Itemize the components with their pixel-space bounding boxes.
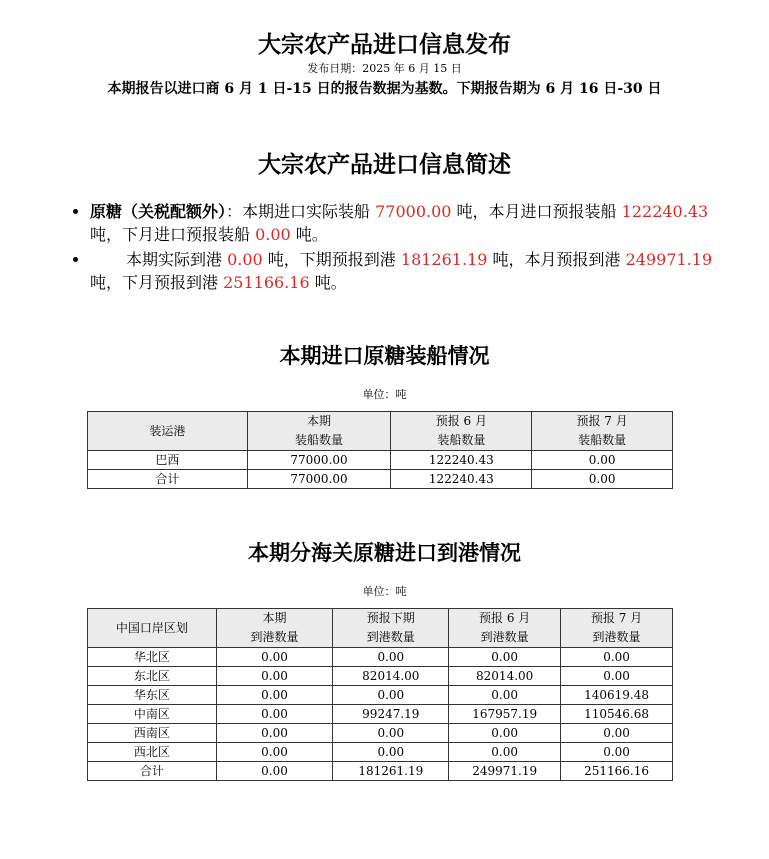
table-row [88, 686, 673, 705]
table-cell: 0.00 [561, 724, 673, 743]
column-header-line: 预报 6 月 [479, 611, 531, 625]
summary-text: 吨，下月进口预报装船 [90, 225, 256, 244]
summary-value: 251166.16 [223, 273, 310, 292]
table-cell: 0.00 [561, 648, 673, 667]
summary-title: 大宗农产品进口信息简述 [258, 151, 511, 178]
table-cell: 0.00 [216, 762, 333, 781]
shipping-unit: 单位：吨 [362, 388, 407, 401]
table-row [88, 648, 673, 667]
table-cell: 249971.19 [449, 762, 561, 781]
table-cell: 0.00 [216, 686, 333, 705]
column-header [216, 609, 333, 648]
report-period-notice: 本期报告以进口商 6 月 1 日-15 日的报告数据为基数。下期报告期为 6 月 16 日-30 日 [107, 81, 662, 97]
table-cell: 0.00 [449, 686, 561, 705]
table-cell: 华东区 [88, 686, 217, 705]
column-header [391, 412, 532, 451]
table-row [88, 705, 673, 724]
table-cell: 西南区 [88, 724, 217, 743]
column-header-line: 装船数量 [295, 433, 344, 447]
summary-value: 0.00 [227, 250, 263, 269]
column-header [333, 609, 449, 648]
summary-text: 吨，本月进口预报装船 [451, 202, 622, 221]
summary-value: 249971.19 [625, 250, 713, 269]
summary-value: 0.00 [255, 225, 291, 244]
table-cell: 合计 [88, 762, 217, 781]
column-header [88, 609, 217, 648]
column-header-line: 中国口岸区划 [115, 620, 188, 635]
table-cell: 0.00 [333, 724, 449, 743]
table-cell: 西北区 [88, 743, 217, 762]
table-row [88, 451, 673, 470]
publish-date: 发布日期：2025 年 6 月 15 日 [307, 62, 462, 75]
table-cell: 0.00 [333, 648, 449, 667]
column-header-line: 到港数量 [250, 630, 299, 644]
table-row [88, 667, 673, 686]
table-cell: 东北区 [88, 667, 217, 686]
table-cell: 0.00 [216, 705, 333, 724]
table-cell: 82014.00 [333, 667, 449, 686]
table-cell: 中南区 [88, 705, 217, 724]
table-cell: 0.00 [333, 743, 449, 762]
summary-item-shipping [90, 200, 730, 246]
table-header-row [88, 412, 673, 451]
table-cell: 0.00 [333, 686, 449, 705]
table-cell: 110546.68 [561, 705, 673, 724]
column-header [247, 412, 391, 451]
table-cell: 0.00 [216, 743, 333, 762]
summary-value: 122240.43 [621, 202, 709, 221]
column-header-line: 装船数量 [578, 433, 627, 447]
arrival-section-title: 本期分海关原糖进口到港情况 [248, 540, 521, 565]
arrival-unit: 单位：吨 [362, 585, 407, 598]
shipping-section-title: 本期进口原糖装船情况 [279, 343, 490, 368]
table-cell: 77000.00 [247, 470, 391, 489]
summary-text: 本期进口实际装船 [242, 202, 376, 221]
table-cell: 82014.00 [449, 667, 561, 686]
label-separator: ： [226, 202, 243, 221]
summary-value: 77000.00 [375, 202, 452, 221]
column-header-line: 本期 [307, 414, 332, 428]
column-header [449, 609, 561, 648]
summary-text: 吨，本月预报到港 [487, 250, 626, 269]
summary-text: 吨。 [290, 225, 328, 244]
column-header-line: 预报 6 月 [435, 414, 487, 428]
column-header-line: 到港数量 [366, 630, 415, 644]
column-header [88, 412, 248, 451]
column-header-line: 装运港 [149, 423, 186, 438]
table-cell: 251166.16 [561, 762, 673, 781]
summary-text: 本期实际到港 [126, 250, 228, 269]
table-cell: 0.00 [561, 667, 673, 686]
column-header-line: 预报 7 月 [576, 414, 628, 428]
column-header [561, 609, 673, 648]
summary-list [60, 200, 730, 296]
table-cell: 0.00 [532, 451, 673, 470]
table-row [88, 743, 673, 762]
commodity-label: 原糖（关税配额外） [90, 202, 227, 221]
column-header-line: 预报下期 [366, 611, 415, 625]
summary-text: 吨。 [309, 273, 347, 292]
table-cell: 巴西 [88, 451, 248, 470]
summary-text: 吨，下月预报到港 [90, 273, 224, 292]
table-cell: 0.00 [216, 648, 333, 667]
table-cell: 77000.00 [247, 451, 391, 470]
summary-text: 吨，下期预报到港 [262, 250, 401, 269]
table-cell: 181261.19 [333, 762, 449, 781]
column-header-line: 本期 [262, 611, 287, 625]
column-header [532, 412, 673, 451]
table-row [88, 762, 673, 781]
table-cell: 0.00 [449, 743, 561, 762]
shipping-table [87, 411, 673, 489]
summary-item-arrival [90, 248, 730, 294]
column-header-line: 到港数量 [592, 630, 641, 644]
table-cell: 140619.48 [561, 686, 673, 705]
table-cell: 167957.19 [449, 705, 561, 724]
summary-value: 181261.19 [400, 250, 488, 269]
arrival-table [87, 608, 673, 781]
column-header-line: 装船数量 [437, 433, 486, 447]
table-cell: 0.00 [561, 743, 673, 762]
page-title: 大宗农产品进口信息发布 [258, 31, 511, 58]
table-cell: 华北区 [88, 648, 217, 667]
table-cell: 0.00 [449, 724, 561, 743]
table-cell: 122240.43 [391, 451, 532, 470]
table-row [88, 724, 673, 743]
column-header-line: 预报 7 月 [590, 611, 643, 625]
table-row [88, 470, 673, 489]
table-header-row [88, 609, 673, 648]
table-cell: 0.00 [216, 724, 333, 743]
table-cell: 0.00 [449, 648, 561, 667]
table-cell: 合计 [88, 470, 248, 489]
table-cell: 0.00 [532, 470, 673, 489]
table-cell: 0.00 [216, 667, 333, 686]
column-header-line: 到港数量 [480, 630, 529, 644]
table-cell: 99247.19 [333, 705, 449, 724]
table-cell: 122240.43 [391, 470, 532, 489]
